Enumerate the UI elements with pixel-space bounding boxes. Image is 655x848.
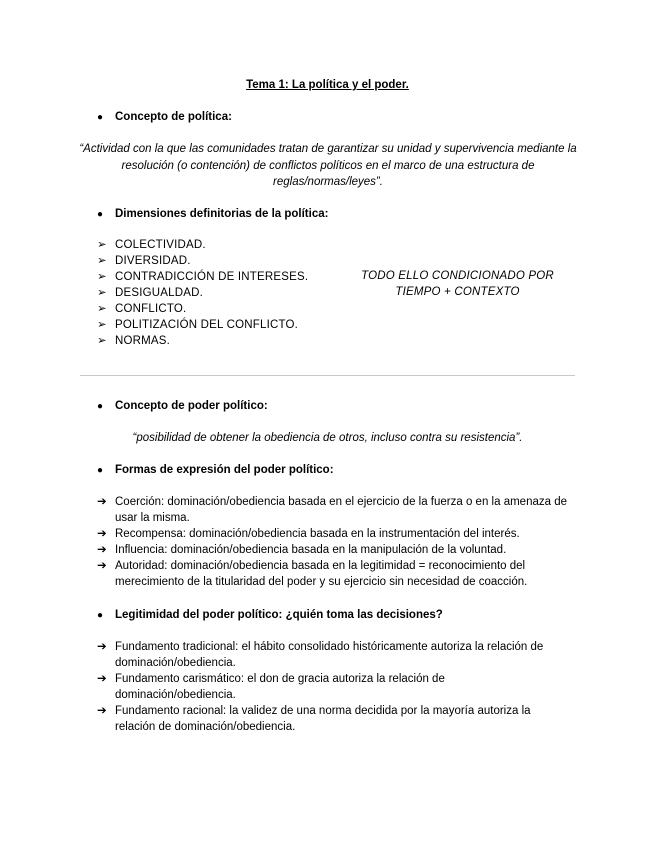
- chevron-icon: ➢: [97, 287, 107, 299]
- bullet-icon: ●: [97, 610, 104, 621]
- heading-text: Dimensiones definitorias de la política:: [115, 208, 329, 220]
- chevron-icon: ➢: [97, 303, 107, 315]
- heading-text: Legitimidad del poder político: ¿quién toma las decisiones?: [115, 609, 443, 621]
- chevron-icon: ➢: [97, 271, 107, 283]
- list-item: ➔ Recompensa: dominación/obediencia basada en la instrumentación del interés.: [97, 528, 520, 540]
- list-item: ➔ Fundamento racional: la validez de una norma decidida por la mayoría autoriza la relación de dominación/obediencia.: [97, 705, 531, 733]
- horizontal-divider: [80, 375, 575, 376]
- heading-text: Formas de expresión del poder político:: [115, 464, 334, 476]
- arrow-right-icon: ➔: [97, 641, 107, 653]
- section-heading-concepto-politica: [97, 109, 232, 126]
- bullet-icon: ●: [97, 112, 104, 123]
- arrow-right-icon: ➔: [97, 496, 107, 508]
- bullet-icon: ●: [97, 209, 104, 220]
- formas-expresion-list: [97, 494, 567, 590]
- poder-definition-quote: “posibilidad de obtener la obediencia de otros, incluso contra su resistencia”.: [132, 432, 523, 444]
- chevron-icon: ➢: [97, 239, 107, 251]
- chevron-icon: ➢: [97, 335, 107, 347]
- arrow-right-icon: ➔: [97, 673, 107, 685]
- list-item: ➢ POLITIZACIÓN DEL CONFLICTO.: [97, 319, 299, 331]
- section-heading-dimensiones: [97, 206, 328, 223]
- arrow-right-icon: ➔: [97, 544, 107, 556]
- chevron-icon: ➢: [97, 255, 107, 267]
- document-title: Tema 1: La política y el poder.: [246, 79, 409, 91]
- list-item: ➔ Autoridad: dominación/obediencia basada en la legitimidad = reconocimiento del merecimiento de la titularidad del poder y su ejercicio sin necesidad de coacción.: [97, 560, 528, 588]
- list-item: ➔ Coerción: dominación/obediencia basada en el ejercicio de la fuerza o en la amenaza de usar la misma.: [97, 496, 567, 524]
- section-heading-legitimidad: [97, 607, 443, 624]
- condicionado-side-note: [355, 268, 560, 300]
- heading-text: Concepto de política:: [115, 111, 232, 123]
- list-item: ➔ Fundamento tradicional: el hábito consolidado históricamente autoriza la relación de dominación/obediencia.: [97, 641, 544, 669]
- bullet-icon: ●: [97, 465, 104, 476]
- arrow-right-icon: ➔: [97, 560, 107, 572]
- list-item: ➔ Influencia: dominación/obediencia basada en la manipulación de la voluntad.: [97, 544, 507, 556]
- list-item: ➢ NORMAS.: [97, 335, 171, 347]
- arrow-right-icon: ➔: [97, 705, 107, 717]
- list-item: ➢ DIVERSIDAD.: [97, 255, 191, 267]
- list-item: ➢ CONTRADICCIÓN DE INTERESES.: [97, 271, 309, 283]
- list-item: ➢ CONFLICTO.: [97, 303, 187, 315]
- side-note-line-1: TODO ELLO CONDICIONADO POR: [361, 270, 554, 282]
- chevron-icon: ➢: [97, 319, 107, 331]
- section-heading-formas-expresion: [97, 462, 334, 479]
- list-item: ➔ Fundamento carismático: el don de gracia autoriza la relación de dominación/obediencia.: [97, 673, 445, 701]
- list-item: ➢ COLECTIVIDAD.: [97, 239, 206, 251]
- list-item: ➢ DESIGUALDAD.: [97, 287, 204, 299]
- side-note-line-2: TIEMPO + CONTEXTO: [395, 286, 520, 298]
- bullet-icon: ●: [97, 401, 104, 412]
- section-heading-poder-politico: [97, 398, 268, 415]
- dimensiones-list: [97, 237, 308, 349]
- heading-text: Concepto de poder político:: [115, 400, 268, 412]
- arrow-right-icon: ➔: [97, 528, 107, 540]
- legitimidad-list: [97, 639, 567, 735]
- politica-definition-quote: “Actividad con la que las comunidades tratan de garantizar su unidad y supervivencia mediante la resolución (o contención) de conflictos políticos en el marco de una estructura de reglas/normas/leyes”.: [79, 143, 577, 188]
